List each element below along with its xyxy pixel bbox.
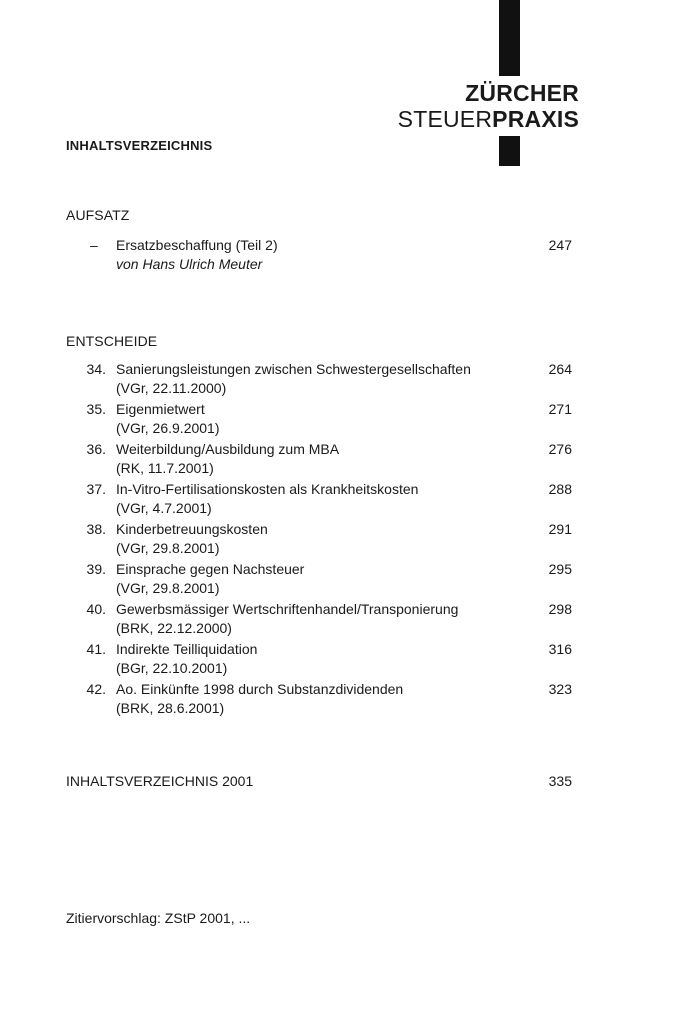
entry-reference: (VGr, 29.8.2001) <box>116 540 220 556</box>
entry-text <box>116 520 526 558</box>
entry-reference: (VGr, 29.8.2001) <box>116 580 220 596</box>
entry-title: Gewerbsmässiger Wertschriftenhandel/Transponierung <box>116 601 459 617</box>
entry-number: 36. <box>86 441 106 457</box>
entry-number: 39. <box>86 561 106 577</box>
journal-logo <box>398 80 579 132</box>
logo-line-2 <box>398 106 579 132</box>
entry-number: 41. <box>86 641 106 657</box>
entry-text <box>116 640 526 678</box>
citation-suggestion: Zitiervorschlag: ZStP 2001, ... <box>66 910 251 926</box>
entry-page: 298 <box>548 601 572 617</box>
entry-marker: – <box>90 237 98 253</box>
entry-text <box>116 360 526 398</box>
entry-page: 323 <box>548 681 572 697</box>
entry-number: 34. <box>86 361 106 377</box>
entry-text <box>116 560 526 598</box>
masthead-bar-top <box>499 0 520 76</box>
entry-text <box>116 600 526 638</box>
entry-page: 295 <box>548 561 572 577</box>
entry-reference: (VGr, 4.7.2001) <box>116 500 212 516</box>
entry-reference: (VGr, 26.9.2001) <box>116 420 220 436</box>
entry-page: 264 <box>548 361 572 377</box>
entry-title: Sanierungsleistungen zwischen Schwestergesellschaften <box>116 361 471 377</box>
entry-reference: (BGr, 22.10.2001) <box>116 660 228 676</box>
entry-page: 316 <box>548 641 572 657</box>
entry-reference: (RK, 11.7.2001) <box>116 460 214 476</box>
entry-title: Ao. Einkünfte 1998 durch Substanzdividenden <box>116 681 404 697</box>
entry-reference: (BRK, 28.6.2001) <box>116 700 225 716</box>
toc-entry-index-2001[interactable] <box>66 773 572 789</box>
entry-title: Weiterbildung/Ausbildung zum MBA <box>116 441 340 457</box>
entry-title: Ersatzbeschaffung (Teil 2) <box>116 237 278 253</box>
entry-page: 247 <box>548 237 572 253</box>
section-entscheide-label: ENTSCHEIDE <box>66 333 158 349</box>
logo-line-1: ZÜRCHER <box>465 80 579 106</box>
entry-number: 37. <box>86 481 106 497</box>
entry-reference: (VGr, 22.11.2000) <box>116 380 227 396</box>
entry-text <box>116 440 526 478</box>
entry-title: INHALTSVERZEICHNIS 2001 <box>66 773 254 789</box>
entry-number: 38. <box>86 521 106 537</box>
masthead-bar-bottom <box>499 136 520 166</box>
entry-page: 271 <box>548 401 572 417</box>
entry-title: Einsprache gegen Nachsteuer <box>116 561 305 577</box>
entry-number: 42. <box>86 681 106 697</box>
logo-line-2-regular: STEUER <box>397 106 493 132</box>
section-aufsatz-label: AUFSATZ <box>66 207 130 223</box>
entry-text <box>116 680 526 718</box>
entry-number: 40. <box>86 601 106 617</box>
entry-text <box>116 480 526 518</box>
entry-page: 288 <box>548 481 572 497</box>
entry-author: von Hans Ulrich Meuter <box>116 256 263 272</box>
entry-page: 335 <box>548 773 572 789</box>
entry-title: Indirekte Teilliquidation <box>116 641 258 657</box>
page-title: INHALTSVERZEICHNIS <box>66 138 213 153</box>
entry-page: 276 <box>548 441 572 457</box>
entry-title: In-Vitro-Fertilisationskosten als Krankheitskosten <box>116 481 419 497</box>
logo-line-2-bold: PRAXIS <box>492 106 579 132</box>
entry-text <box>116 236 526 274</box>
entry-title: Eigenmietwert <box>116 401 205 417</box>
entry-reference: (BRK, 22.12.2000) <box>116 620 232 636</box>
entry-number: 35. <box>86 401 106 417</box>
entry-page: 291 <box>548 521 572 537</box>
entry-text <box>116 400 526 438</box>
entry-title: Kinderbetreuungskosten <box>116 521 268 537</box>
